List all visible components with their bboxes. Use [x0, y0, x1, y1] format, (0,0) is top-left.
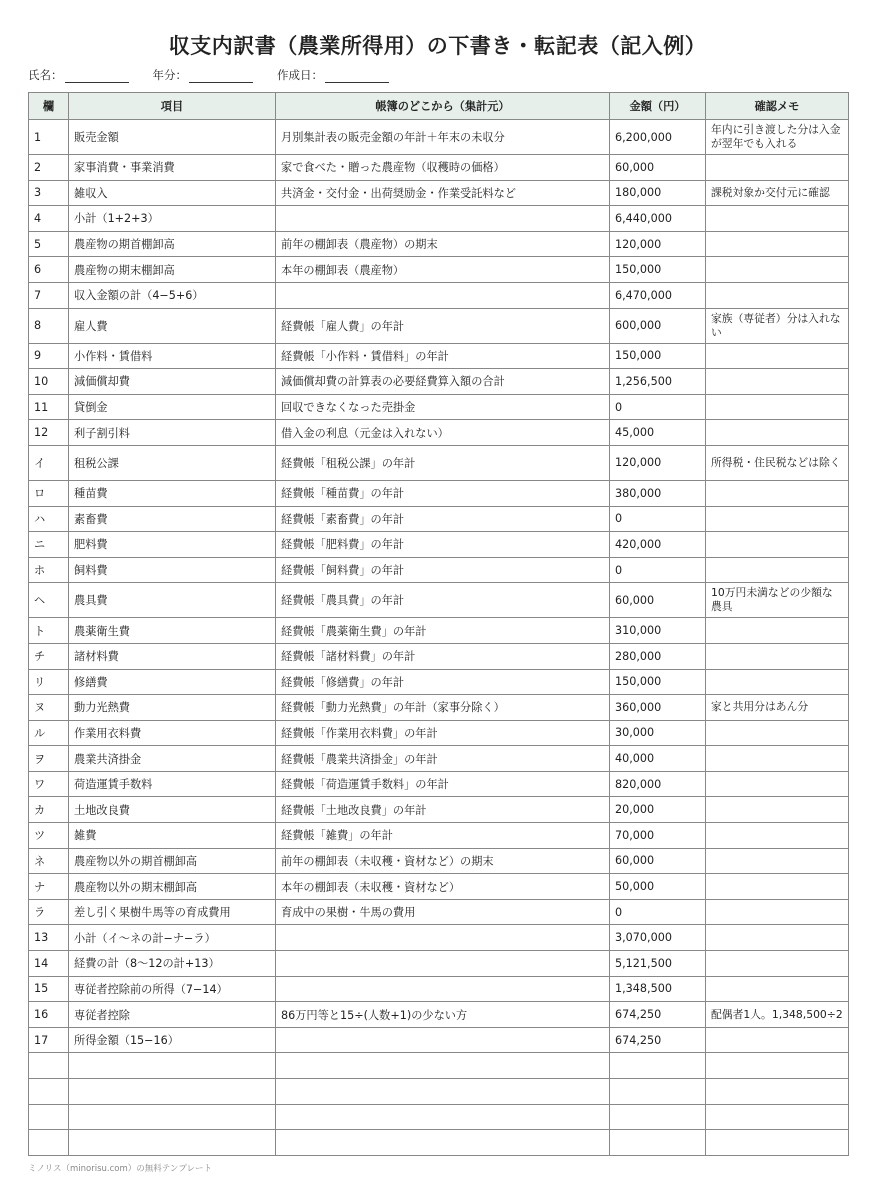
- cell-source: [276, 925, 610, 951]
- cell-col: ナ: [29, 874, 69, 900]
- cell-source: 減価償却費の計算表の必要経費算入額の合計: [276, 369, 610, 395]
- table-row: [29, 720, 849, 746]
- cell-source: [276, 976, 610, 1002]
- cell-source: 本年の棚卸表（農産物）: [276, 257, 610, 283]
- cell-source: [276, 1079, 610, 1105]
- table-row: [29, 480, 849, 506]
- table-row: [29, 848, 849, 874]
- cell-source: [276, 282, 610, 308]
- table-row: [29, 369, 849, 395]
- cell-amount: 1,348,500: [610, 976, 706, 1002]
- cell-source: 経費帳「農具費」の年計: [276, 583, 610, 618]
- table-row: [29, 231, 849, 257]
- cell-source: 月別集計表の販売金額の年計＋年末の未収分: [276, 120, 610, 155]
- cell-col: 10: [29, 369, 69, 395]
- cell-amount: 70,000: [610, 823, 706, 849]
- cell-memo: [706, 420, 849, 446]
- cell-col: 13: [29, 925, 69, 951]
- table-row: [29, 1027, 849, 1053]
- table-row: [29, 823, 849, 849]
- cell-memo: [706, 394, 849, 420]
- header-col: 欄: [29, 93, 69, 120]
- cell-source: [276, 1104, 610, 1130]
- cell-memo: 家と共用分はあん分: [706, 695, 849, 721]
- transfer-table: [28, 92, 849, 1156]
- header-amount: 金額（円）: [610, 93, 706, 120]
- cell-amount: 120,000: [610, 231, 706, 257]
- table-row: [29, 532, 849, 558]
- cell-memo: [706, 1104, 849, 1130]
- cell-col: ル: [29, 720, 69, 746]
- cell-amount: 674,250: [610, 1027, 706, 1053]
- cell-source: 経費帳「飼料費」の年計: [276, 557, 610, 583]
- cell-item: 雑収入: [69, 180, 276, 206]
- cell-amount: 0: [610, 557, 706, 583]
- cell-item: 作業用衣料費: [69, 720, 276, 746]
- cell-col: ラ: [29, 899, 69, 925]
- cell-item: 農薬衛生費: [69, 618, 276, 644]
- cell-item: 農産物の期首棚卸高: [69, 231, 276, 257]
- cell-source: [276, 951, 610, 977]
- cell-item: [69, 1079, 276, 1105]
- cell-source: 借入金の利息（元金は入れない）: [276, 420, 610, 446]
- table-row: [29, 643, 849, 669]
- table-row: [29, 925, 849, 951]
- cell-item: 小計（イ〜ネの計−ナ−ラ）: [69, 925, 276, 951]
- cell-item: 動力光熱費: [69, 695, 276, 721]
- table-row: [29, 874, 849, 900]
- cell-item: 農具費: [69, 583, 276, 618]
- cell-amount: 5,121,500: [610, 951, 706, 977]
- name-label: 氏名：: [28, 68, 63, 82]
- name-field: [28, 67, 129, 83]
- cell-col: [29, 1053, 69, 1079]
- year-label: 年分：: [152, 68, 187, 82]
- cell-amount: 0: [610, 899, 706, 925]
- cell-item: 農産物以外の期首棚卸高: [69, 848, 276, 874]
- cell-source: 経費帳「諸材料費」の年計: [276, 643, 610, 669]
- table-row: [29, 1130, 849, 1156]
- cell-col: リ: [29, 669, 69, 695]
- cell-item: 家事消費・事業消費: [69, 155, 276, 181]
- cell-source: 経費帳「作業用衣料費」の年計: [276, 720, 610, 746]
- table-row: [29, 1053, 849, 1079]
- table-row: [29, 1002, 849, 1028]
- year-blank[interactable]: [189, 70, 253, 83]
- header-memo: 確認メモ: [706, 93, 849, 120]
- table-row: [29, 180, 849, 206]
- cell-item: 種苗費: [69, 480, 276, 506]
- cell-amount: 45,000: [610, 420, 706, 446]
- cell-memo: [706, 899, 849, 925]
- cell-item: 貸倒金: [69, 394, 276, 420]
- cell-memo: [706, 643, 849, 669]
- cell-col: ツ: [29, 823, 69, 849]
- cell-col: 2: [29, 155, 69, 181]
- cell-item: 農業共済掛金: [69, 746, 276, 772]
- cell-col: イ: [29, 445, 69, 480]
- cell-amount: 310,000: [610, 618, 706, 644]
- cell-amount: 60,000: [610, 583, 706, 618]
- cell-source: 経費帳「肥料費」の年計: [276, 532, 610, 558]
- meta-fields: [28, 67, 389, 83]
- cell-amount: 820,000: [610, 771, 706, 797]
- cell-memo: [706, 618, 849, 644]
- cell-item: [69, 1130, 276, 1156]
- cell-memo: [706, 257, 849, 283]
- cell-col: ト: [29, 618, 69, 644]
- cell-item: 収入金額の計（4−5+6）: [69, 282, 276, 308]
- name-blank[interactable]: [65, 70, 129, 83]
- cell-col: 15: [29, 976, 69, 1002]
- cell-col: 5: [29, 231, 69, 257]
- cell-col: チ: [29, 643, 69, 669]
- cell-amount: 0: [610, 506, 706, 532]
- cell-source: 共済金・交付金・出荷奨励金・作業受託料など: [276, 180, 610, 206]
- cell-amount: 40,000: [610, 746, 706, 772]
- table-row: [29, 282, 849, 308]
- cell-item: 雇人費: [69, 308, 276, 343]
- footer-credit: ミノリス（minorisu.com）の無料テンプレート: [28, 1164, 212, 1174]
- cell-source: 回収できなくなった売掛金: [276, 394, 610, 420]
- cell-memo: [706, 874, 849, 900]
- cell-source: [276, 1053, 610, 1079]
- cell-amount: 150,000: [610, 257, 706, 283]
- cell-amount: 6,440,000: [610, 206, 706, 232]
- cell-amount: 120,000: [610, 445, 706, 480]
- cell-col: ネ: [29, 848, 69, 874]
- cell-item: 肥料費: [69, 532, 276, 558]
- cell-col: ロ: [29, 480, 69, 506]
- cell-col: 11: [29, 394, 69, 420]
- cell-col: ワ: [29, 771, 69, 797]
- table-header-row: [29, 93, 849, 120]
- table-row: [29, 257, 849, 283]
- cell-col: 4: [29, 206, 69, 232]
- cell-memo: [706, 557, 849, 583]
- cell-amount: [610, 1079, 706, 1105]
- cell-amount: 60,000: [610, 848, 706, 874]
- cell-col: [29, 1104, 69, 1130]
- cell-col: 1: [29, 120, 69, 155]
- cell-memo: [706, 155, 849, 181]
- cell-source: [276, 206, 610, 232]
- cell-memo: [706, 1053, 849, 1079]
- cell-source: [276, 1027, 610, 1053]
- cell-item: 経費の計（8〜12の計+13）: [69, 951, 276, 977]
- cell-memo: 所得税・住民税などは除く: [706, 445, 849, 480]
- table-row: [29, 394, 849, 420]
- cell-memo: [706, 669, 849, 695]
- table-row: [29, 420, 849, 446]
- date-blank[interactable]: [325, 70, 389, 83]
- cell-col: ヌ: [29, 695, 69, 721]
- header-item: 項目: [69, 93, 276, 120]
- cell-memo: [706, 797, 849, 823]
- cell-source: [276, 1130, 610, 1156]
- cell-memo: [706, 925, 849, 951]
- table-row: [29, 506, 849, 532]
- cell-item: 小作料・賃借料: [69, 343, 276, 369]
- cell-source: 経費帳「種苗費」の年計: [276, 480, 610, 506]
- cell-item: 修繕費: [69, 669, 276, 695]
- cell-memo: [706, 976, 849, 1002]
- table-row: [29, 155, 849, 181]
- cell-memo: 家族（専従者）分は入れない: [706, 308, 849, 343]
- cell-item: 減価償却費: [69, 369, 276, 395]
- table-row: [29, 1104, 849, 1130]
- cell-memo: [706, 771, 849, 797]
- cell-item: 販売金額: [69, 120, 276, 155]
- cell-item: 農産物以外の期末棚卸高: [69, 874, 276, 900]
- cell-source: 経費帳「修繕費」の年計: [276, 669, 610, 695]
- cell-amount: 150,000: [610, 669, 706, 695]
- cell-memo: [706, 282, 849, 308]
- date-field: [277, 67, 389, 83]
- cell-item: 素畜費: [69, 506, 276, 532]
- cell-item: 飼料費: [69, 557, 276, 583]
- cell-col: ホ: [29, 557, 69, 583]
- cell-item: 差し引く果樹牛馬等の育成費用: [69, 899, 276, 925]
- cell-source: 経費帳「租税公課」の年計: [276, 445, 610, 480]
- table-row: [29, 695, 849, 721]
- table-row: [29, 445, 849, 480]
- table-row: [29, 899, 849, 925]
- cell-col: ニ: [29, 532, 69, 558]
- cell-source: 経費帳「素畜費」の年計: [276, 506, 610, 532]
- cell-source: 前年の棚卸表（農産物）の期末: [276, 231, 610, 257]
- cell-col: ハ: [29, 506, 69, 532]
- cell-source: 経費帳「雇人費」の年計: [276, 308, 610, 343]
- cell-memo: 課税対象か交付元に確認: [706, 180, 849, 206]
- cell-amount: 360,000: [610, 695, 706, 721]
- table-row: [29, 951, 849, 977]
- cell-memo: [706, 206, 849, 232]
- cell-memo: 10万円未満などの少額な農具: [706, 583, 849, 618]
- cell-col: 6: [29, 257, 69, 283]
- cell-memo: [706, 532, 849, 558]
- cell-col: 14: [29, 951, 69, 977]
- cell-col: 17: [29, 1027, 69, 1053]
- table-row: [29, 797, 849, 823]
- cell-col: 7: [29, 282, 69, 308]
- cell-amount: 6,200,000: [610, 120, 706, 155]
- cell-memo: [706, 506, 849, 532]
- cell-amount: 6,470,000: [610, 282, 706, 308]
- cell-item: 雑費: [69, 823, 276, 849]
- cell-col: カ: [29, 797, 69, 823]
- date-label: 作成日：: [277, 68, 323, 82]
- cell-amount: [610, 1130, 706, 1156]
- table-row: [29, 206, 849, 232]
- cell-amount: 380,000: [610, 480, 706, 506]
- cell-memo: [706, 343, 849, 369]
- table-row: [29, 120, 849, 155]
- cell-memo: [706, 823, 849, 849]
- cell-memo: [706, 1130, 849, 1156]
- table-row: [29, 557, 849, 583]
- table-row: [29, 669, 849, 695]
- cell-memo: [706, 231, 849, 257]
- cell-col: 16: [29, 1002, 69, 1028]
- cell-source: 育成中の果樹・牛馬の費用: [276, 899, 610, 925]
- table-row: [29, 771, 849, 797]
- cell-item: 諸材料費: [69, 643, 276, 669]
- cell-source: 経費帳「荷造運賃手数料」の年計: [276, 771, 610, 797]
- cell-memo: [706, 1027, 849, 1053]
- cell-col: 12: [29, 420, 69, 446]
- cell-item: 専従者控除前の所得（7−14）: [69, 976, 276, 1002]
- table-row: [29, 746, 849, 772]
- cell-item: [69, 1104, 276, 1130]
- cell-source: 前年の棚卸表（未収穫・資材など）の期末: [276, 848, 610, 874]
- cell-amount: [610, 1104, 706, 1130]
- cell-source: 経費帳「土地改良費」の年計: [276, 797, 610, 823]
- cell-col: 8: [29, 308, 69, 343]
- cell-memo: [706, 848, 849, 874]
- cell-amount: 3,070,000: [610, 925, 706, 951]
- cell-item: 小計（1+2+3）: [69, 206, 276, 232]
- year-field: [153, 67, 254, 83]
- cell-source: 経費帳「農業共済掛金」の年計: [276, 746, 610, 772]
- cell-item: 荷造運賃手数料: [69, 771, 276, 797]
- header-source: 帳簿のどこから（集計元）: [276, 93, 610, 120]
- cell-col: [29, 1079, 69, 1105]
- cell-col: ヘ: [29, 583, 69, 618]
- cell-amount: 20,000: [610, 797, 706, 823]
- cell-amount: 420,000: [610, 532, 706, 558]
- cell-source: 経費帳「雑費」の年計: [276, 823, 610, 849]
- cell-source: 経費帳「農薬衛生費」の年計: [276, 618, 610, 644]
- table-row: [29, 618, 849, 644]
- cell-item: [69, 1053, 276, 1079]
- cell-source: 家で食べた・贈った農産物（収穫時の価格）: [276, 155, 610, 181]
- cell-memo: [706, 369, 849, 395]
- cell-amount: 674,250: [610, 1002, 706, 1028]
- cell-source: 86万円等と15÷(人数+1)の少ない方: [276, 1002, 610, 1028]
- cell-col: 3: [29, 180, 69, 206]
- table-row: [29, 308, 849, 343]
- cell-memo: [706, 951, 849, 977]
- cell-memo: 年内に引き渡した分は入金が翌年でも入れる: [706, 120, 849, 155]
- cell-amount: [610, 1053, 706, 1079]
- cell-item: 土地改良費: [69, 797, 276, 823]
- cell-item: 所得金額（15−16）: [69, 1027, 276, 1053]
- cell-amount: 50,000: [610, 874, 706, 900]
- cell-amount: 180,000: [610, 180, 706, 206]
- cell-memo: [706, 480, 849, 506]
- cell-memo: [706, 746, 849, 772]
- table-row: [29, 583, 849, 618]
- cell-item: 利子割引料: [69, 420, 276, 446]
- cell-amount: 280,000: [610, 643, 706, 669]
- cell-source: 経費帳「小作料・賃借料」の年計: [276, 343, 610, 369]
- cell-memo: [706, 1079, 849, 1105]
- cell-memo: 配偶者1人。1,348,500÷2: [706, 1002, 849, 1028]
- cell-amount: 600,000: [610, 308, 706, 343]
- cell-amount: 150,000: [610, 343, 706, 369]
- cell-item: 専従者控除: [69, 1002, 276, 1028]
- cell-memo: [706, 720, 849, 746]
- cell-col: ヲ: [29, 746, 69, 772]
- cell-amount: 30,000: [610, 720, 706, 746]
- cell-amount: 1,256,500: [610, 369, 706, 395]
- cell-item: 農産物の期末棚卸高: [69, 257, 276, 283]
- cell-amount: 60,000: [610, 155, 706, 181]
- page-title: 収支内訳書（農業所得用）の下書き・転記表（記入例）: [168, 34, 707, 58]
- cell-item: 租税公課: [69, 445, 276, 480]
- table-body: [29, 120, 849, 1156]
- table-row: [29, 1079, 849, 1105]
- cell-source: 経費帳「動力光熱費」の年計（家事分除く）: [276, 695, 610, 721]
- cell-source: 本年の棚卸表（未収穫・資材など）: [276, 874, 610, 900]
- table-row: [29, 343, 849, 369]
- cell-col: 9: [29, 343, 69, 369]
- cell-col: [29, 1130, 69, 1156]
- table-row: [29, 976, 849, 1002]
- cell-amount: 0: [610, 394, 706, 420]
